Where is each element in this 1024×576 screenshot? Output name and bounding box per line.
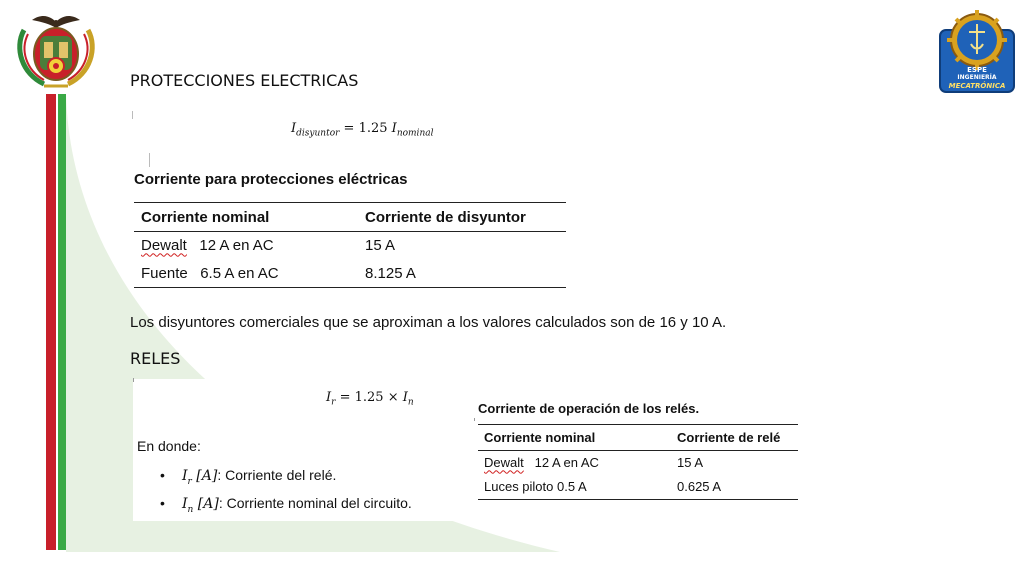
bullet-subscript: r <box>187 476 192 487</box>
nominal-current: 6.5 A en AC <box>200 264 279 282</box>
logo-line-mecatronica: MECATRÓNICA <box>948 82 1006 90</box>
bullet-text <box>182 467 336 487</box>
list-item <box>160 495 450 515</box>
red-stripe <box>46 94 56 550</box>
bullet-unit: [A] <box>193 496 219 512</box>
table-row <box>134 260 566 288</box>
bullet-description: : Corriente nominal del circuito. <box>218 495 412 511</box>
bullet-description: : Corriente del relé. <box>217 467 337 483</box>
breaker-current: 8.125 A <box>365 264 416 282</box>
bullet-symbol: I <box>182 496 188 512</box>
device-name: Fuente <box>141 264 188 282</box>
formula-lhs-subscript: disyuntor <box>296 128 340 139</box>
table1-header-breaker: Corriente de disyuntor <box>365 208 526 226</box>
table2-mark <box>474 418 475 421</box>
bullet-unit: [A] <box>191 468 218 484</box>
divider-mark <box>149 153 150 167</box>
table2-header-relay: Corriente de relé <box>677 430 781 445</box>
device-name: Dewalt <box>484 455 524 471</box>
table1-row2-nominal <box>134 260 365 288</box>
formula-operator: = 1.25 × <box>335 390 403 405</box>
formula-lhs-symbol: I <box>291 121 297 136</box>
table2-row1-nominal <box>478 451 677 475</box>
bullet-symbol: I <box>182 468 188 484</box>
formula-rhs-symbol: I <box>391 121 397 136</box>
breaker-note: Los disyuntores comerciales que se aproximan a los valores calculados son de 16 y 10 A. <box>130 314 727 331</box>
breaker-current-table <box>134 202 566 288</box>
page-title: PROTECCIONES ELECTRICAS <box>130 71 359 90</box>
formula-lhs-subscript: r <box>331 397 336 408</box>
table2-header-nominal: Corriente nominal <box>484 430 596 445</box>
section-title-reles: RELES <box>130 349 181 368</box>
table1-header-nominal: Corriente nominal <box>141 208 270 226</box>
panel-mark <box>133 378 134 382</box>
table1-caption: Corriente para protecciones eléctricas <box>134 171 408 188</box>
relay-formula <box>326 390 414 408</box>
list-item <box>160 467 440 487</box>
table2-caption: Corriente de operación de los relés. <box>478 401 700 416</box>
table-row <box>134 232 566 260</box>
cursor-mark <box>132 111 133 119</box>
relay-current-table <box>478 424 798 500</box>
bullet-icon: • <box>160 467 165 483</box>
nominal-current: 12 A en AC <box>199 237 274 255</box>
formula-rhs-symbol: I <box>402 390 408 405</box>
bullet-icon: • <box>160 495 165 511</box>
where-label: En donde: <box>137 438 201 454</box>
breaker-formula <box>291 121 433 139</box>
breaker-current: 15 A <box>365 237 396 255</box>
logo-line-espe: ESPE <box>967 66 987 74</box>
ecuador-coat-of-arms-icon <box>10 8 102 90</box>
espe-mecatronica-logo <box>938 6 1016 94</box>
relay-current: 15 A <box>677 455 704 471</box>
table2-row2-nominal <box>478 475 677 500</box>
table1-row1-nominal <box>134 232 365 260</box>
formula-operator: = 1.25 <box>339 121 392 136</box>
green-stripe <box>58 94 66 550</box>
formula-lhs-symbol: I <box>326 390 332 405</box>
bullet-subscript: n <box>187 504 194 515</box>
device-name: Luces piloto <box>484 479 554 495</box>
device-name: Dewalt <box>141 237 187 255</box>
nominal-current: 0.5 A <box>557 479 587 495</box>
nominal-current: 12 A en AC <box>534 455 599 471</box>
formula-rhs-subscript: nominal <box>396 128 434 139</box>
formula-rhs-subscript: n <box>407 397 414 408</box>
table-row <box>478 451 798 475</box>
bullet-text <box>182 495 412 515</box>
table-row <box>478 475 798 500</box>
relay-current: 0.625 A <box>677 479 722 495</box>
logo-line-ingenieria: INGENIERÍA <box>957 74 997 81</box>
